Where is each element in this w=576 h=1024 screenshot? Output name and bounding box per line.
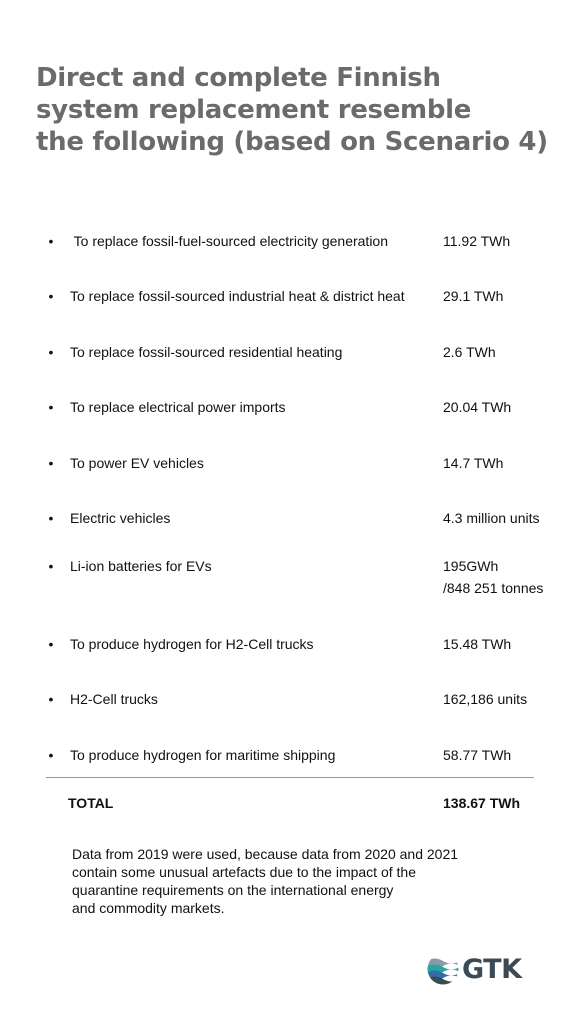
item-value: 4.3 million units bbox=[443, 510, 540, 526]
item-label: To power EV vehicles bbox=[70, 455, 204, 471]
item-label: To replace electrical power imports bbox=[70, 399, 286, 415]
bullet: • bbox=[48, 510, 54, 526]
bullet: • bbox=[48, 455, 54, 471]
total-divider bbox=[46, 777, 534, 778]
note-line-4: and commodity markets. bbox=[72, 900, 225, 916]
item-value: 20.04 TWh bbox=[443, 399, 512, 415]
bullet: • bbox=[48, 691, 54, 707]
item-label: To produce hydrogen for H2-Cell trucks bbox=[70, 636, 314, 652]
item-value: 162,186 units bbox=[443, 691, 528, 707]
total-value: 138.67 TWh bbox=[443, 795, 521, 811]
bullet: • bbox=[48, 233, 54, 249]
bullet: • bbox=[48, 288, 54, 304]
title-line-1: Direct and complete Finnish bbox=[36, 63, 441, 93]
note-line-1: Data from 2019 were used, because data from 2020 and 2021 bbox=[72, 846, 459, 862]
note-line-3: quarantine requirements on the international energy bbox=[72, 882, 394, 898]
bullet: • bbox=[48, 399, 54, 415]
item-value: 195GWh bbox=[443, 558, 499, 574]
item-value-secondary: /848 251 tonnes bbox=[443, 580, 544, 596]
item-label: Li-ion batteries for EVs bbox=[70, 558, 212, 574]
gtk-logo bbox=[426, 952, 546, 988]
note-line-2: contain some unusual artefacts due to the impact of the bbox=[72, 864, 416, 880]
bullet: • bbox=[48, 558, 54, 574]
item-label: H2-Cell trucks bbox=[70, 691, 158, 707]
title-line-3: the following (based on Scenario 4) bbox=[36, 127, 548, 157]
page-title bbox=[36, 62, 556, 158]
bullet: • bbox=[48, 747, 54, 763]
item-label: To replace fossil-sourced industrial heat & district heat bbox=[70, 288, 405, 304]
item-label: To replace fossil-fuel-sourced electricity generation bbox=[70, 233, 389, 249]
item-value: 15.48 TWh bbox=[443, 636, 512, 652]
item-value: 11.92 TWh bbox=[443, 233, 511, 249]
total-label: TOTAL bbox=[68, 795, 114, 811]
item-label: To replace fossil-sourced residential heating bbox=[70, 344, 343, 360]
data-note bbox=[72, 845, 492, 917]
item-value: 29.1 TWh bbox=[443, 288, 504, 304]
title-line-2: system replacement resemble bbox=[36, 95, 472, 125]
item-label: Electric vehicles bbox=[70, 510, 171, 526]
bullet: • bbox=[48, 636, 54, 652]
gtk-wave-icon bbox=[426, 952, 460, 986]
item-value: 14.7 TWh bbox=[443, 455, 504, 471]
item-label: To produce hydrogen for maritime shipping bbox=[70, 747, 336, 763]
bullet: • bbox=[48, 344, 54, 360]
item-value: 58.77 TWh bbox=[443, 747, 512, 763]
gtk-logo-text: GTK bbox=[462, 954, 522, 985]
item-value: 2.6 TWh bbox=[443, 344, 496, 360]
